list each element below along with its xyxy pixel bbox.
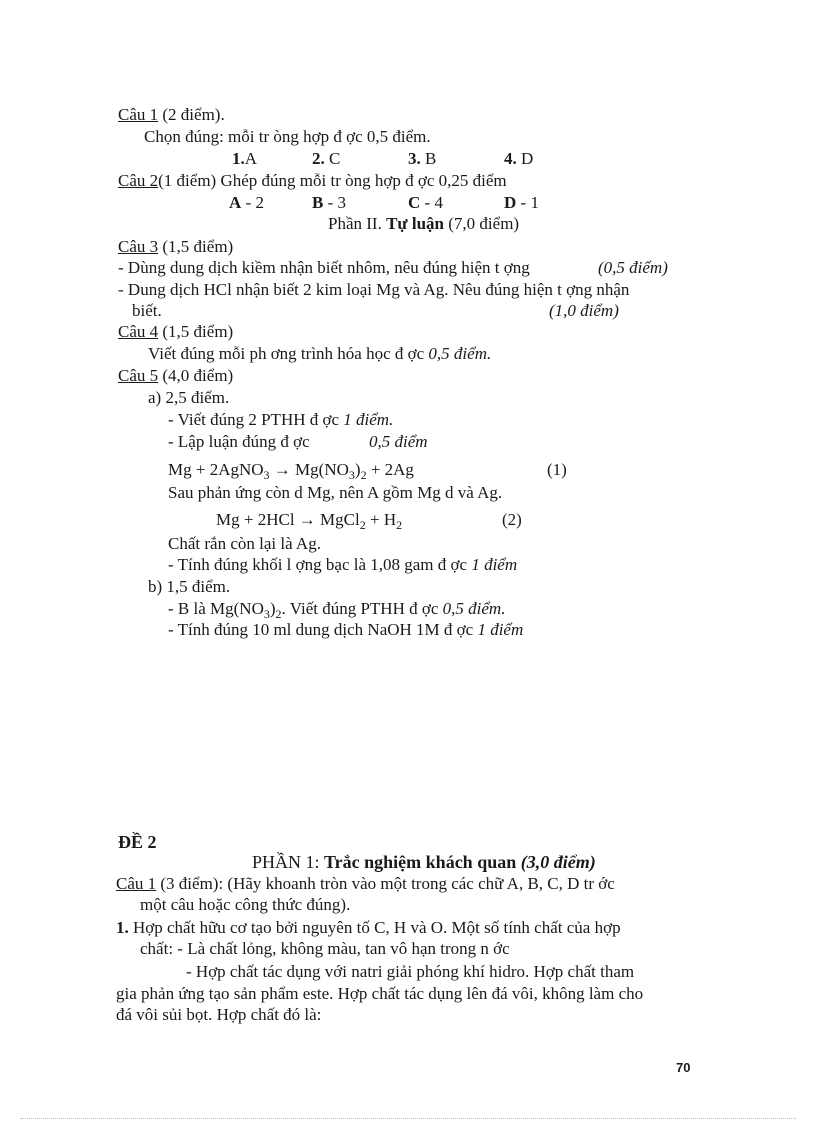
q1-answer-val: B bbox=[420, 149, 437, 168]
q5-text: - Tính đúng khối l ợng bạc là 1,08 gam đ ợc bbox=[168, 555, 472, 574]
eq-part: Mg + 2HCl → MgCl bbox=[216, 510, 360, 529]
q2-pair-2 bbox=[312, 193, 346, 213]
q3-line-3-score: (1,0 điểm) bbox=[549, 301, 619, 320]
de2-item1-line-2: chất: - Là chất lỏng, không màu, tan vô hạn trong n ớc bbox=[140, 939, 510, 958]
q5-score: 1 điểm. bbox=[343, 410, 394, 429]
eq-sub: 3 bbox=[348, 468, 355, 482]
q1-answer-4 bbox=[504, 149, 533, 169]
q5-text: - Tính đúng 10 ml dung dịch NaOH 1M đ ợc bbox=[168, 620, 478, 639]
eq-sub: 3 bbox=[263, 607, 270, 621]
item1-number: 1. bbox=[116, 918, 129, 937]
page-number: 70 bbox=[676, 1060, 691, 1075]
q5-score: 1 điểm bbox=[477, 620, 524, 639]
q2-pair-val: - 2 bbox=[241, 193, 264, 212]
q4-score: 0,5 điểm. bbox=[428, 344, 492, 363]
q5-text: ) bbox=[269, 599, 276, 618]
de2-part1-heading bbox=[252, 852, 596, 872]
q3-heading bbox=[118, 237, 233, 257]
q5-points: (4,0 điểm) bbox=[158, 366, 234, 385]
q5-text: . Viết đúng PTHH đ ợc bbox=[281, 599, 443, 618]
q1-answer-1 bbox=[232, 149, 257, 169]
q1-answer-2 bbox=[312, 149, 340, 169]
de2-item1-line-1 bbox=[116, 917, 696, 939]
equation-1-number: (1) bbox=[547, 460, 567, 479]
q2-pair-4 bbox=[504, 193, 539, 213]
q5-score: 0,5 điểm. bbox=[442, 599, 506, 618]
part1-pre: PHẦN 1: bbox=[252, 852, 325, 872]
eq-part: ) bbox=[354, 460, 361, 479]
q5-a-line-5 bbox=[168, 555, 517, 575]
q4-line-1 bbox=[148, 344, 491, 364]
q2-pair-key: A bbox=[229, 193, 242, 212]
footer-dotted-line bbox=[20, 1118, 796, 1119]
eq-sub: 2 bbox=[275, 607, 282, 621]
q1-answer-num: 4. bbox=[504, 149, 517, 168]
de2-q1-label: Câu 1 bbox=[116, 874, 157, 893]
part1-title: Trắc nghiệm khách quan bbox=[324, 852, 521, 872]
q4-text: Viết đúng mỗi ph ơng trình hóa học đ ợc bbox=[148, 344, 429, 363]
q2-pair-key: D bbox=[504, 193, 517, 212]
q5-heading bbox=[118, 366, 233, 386]
eq-part: + 2Ag bbox=[366, 460, 414, 479]
part2-pre: Phần II. bbox=[328, 214, 387, 233]
de2-q1-line-2: một câu hoặc công thức đúng). bbox=[140, 895, 351, 914]
q2-rule: (1 điểm) Ghép đúng mỗi tr òng hợp đ ợc 0,25 điểm bbox=[158, 171, 507, 190]
eq-part: → Mg(NO bbox=[269, 460, 349, 479]
de2-title: ĐỀ 2 bbox=[118, 832, 157, 852]
q2-pair-val: - 4 bbox=[420, 193, 443, 212]
de2-item1-line-3: - Hợp chất tác dụng với natri giải phóng khí hidro. Hợp chất tham bbox=[186, 962, 635, 981]
q3-label: Câu 3 bbox=[118, 237, 159, 256]
part2-points: (7,0 điểm) bbox=[444, 214, 520, 233]
de2-item1-line-4: gia phản ứng tạo sản phẩm este. Hợp chất tác dụng lên đá vôi, không làm cho bbox=[116, 984, 644, 1003]
q1-heading bbox=[118, 105, 225, 125]
eq-sub: 2 bbox=[360, 468, 367, 482]
eq-part: + H bbox=[365, 510, 397, 529]
de2-item1-line-5: đá vôi sủi bọt. Hợp chất đó là: bbox=[116, 1005, 322, 1024]
q3-text: - Dùng dung dịch kiềm nhận biết nhôm, nêu đúng hiện t ợng bbox=[118, 258, 530, 277]
eq-part: Mg + 2AgNO bbox=[168, 460, 264, 479]
q1-answer-3 bbox=[408, 149, 436, 169]
q5-b-heading: b) 1,5 điểm. bbox=[148, 577, 231, 596]
q1-rule: Chọn đúng: mỗi tr òng hợp đ ợc 0,5 điểm. bbox=[144, 127, 431, 146]
q3-line-1-score: (0,5 điểm) bbox=[598, 258, 668, 277]
q1-answer-num: 2. bbox=[312, 149, 325, 168]
q4-heading bbox=[118, 322, 233, 342]
q3-points: (1,5 điểm) bbox=[158, 237, 234, 256]
q5-b-line-2 bbox=[168, 620, 523, 640]
q1-answer-num: 3. bbox=[408, 149, 421, 168]
q5-a-line-3: Sau phản ứng còn d Mg, nên A gồm Mg d và Ag. bbox=[168, 483, 503, 502]
equation-2-number: (2) bbox=[502, 510, 522, 529]
eq-sub: 3 bbox=[263, 468, 270, 482]
de2-q1-heading bbox=[116, 873, 696, 895]
q3-line-2: - Dung dịch HCl nhận biết 2 kim loại Mg và Ag. Nêu đúng hiện t ợng nhận bbox=[118, 280, 630, 299]
q5-label: Câu 5 bbox=[118, 366, 159, 385]
eq-sub: 2 bbox=[359, 518, 366, 532]
q2-pair-3 bbox=[408, 193, 443, 213]
eq-sub: 2 bbox=[396, 518, 403, 532]
de2-q1-instructions: (3 điểm): (Hãy khoanh tròn vào một trong các chữ A, B, C, D tr ớc bbox=[156, 874, 615, 893]
q5-a-line-1 bbox=[168, 410, 393, 430]
q5-score: 1 điểm bbox=[471, 555, 518, 574]
equation-1 bbox=[168, 460, 414, 485]
q2-label: Câu 2 bbox=[118, 171, 159, 190]
equation-2 bbox=[216, 510, 402, 535]
q2-pair-1 bbox=[229, 193, 264, 213]
q5-a-line-2: - Lập luận đúng đ ợc bbox=[168, 432, 310, 451]
q5-text: - B là Mg(NO bbox=[168, 599, 264, 618]
part1-points: (3,0 điểm) bbox=[520, 852, 596, 872]
q3-line-1 bbox=[118, 258, 530, 278]
q4-points: (1,5 điểm) bbox=[158, 322, 234, 341]
part2-title: Tự luận bbox=[386, 214, 445, 233]
q1-answer-val: A bbox=[244, 149, 258, 168]
q4-label: Câu 4 bbox=[118, 322, 159, 341]
q1-answer-val: D bbox=[516, 149, 534, 168]
q1-answer-val: C bbox=[324, 149, 341, 168]
item1-text: Hợp chất hữu cơ tạo bởi nguyên tố C, H và O. Một số tính chất của hợp bbox=[128, 918, 621, 937]
q2-pair-val: - 1 bbox=[516, 193, 539, 212]
q2-pair-key: B bbox=[312, 193, 324, 212]
q1-answer-num: 1. bbox=[232, 149, 245, 168]
q3-line-3: biết. bbox=[132, 301, 162, 320]
q1-points: (2 điểm). bbox=[158, 105, 225, 124]
q5-a-line-2-score: 0,5 điểm bbox=[369, 432, 428, 451]
q2-pair-key: C bbox=[408, 193, 421, 212]
q2-heading bbox=[118, 171, 507, 191]
part2-heading bbox=[328, 214, 519, 234]
q5-text: - Viết đúng 2 PTHH đ ợc bbox=[168, 410, 344, 429]
q5-a-heading: a) 2,5 điểm. bbox=[148, 388, 230, 407]
q5-a-line-4: Chất rắn còn lại là Ag. bbox=[168, 534, 321, 553]
q2-pair-val: - 3 bbox=[323, 193, 347, 212]
q1-label: Câu 1 bbox=[118, 105, 159, 124]
